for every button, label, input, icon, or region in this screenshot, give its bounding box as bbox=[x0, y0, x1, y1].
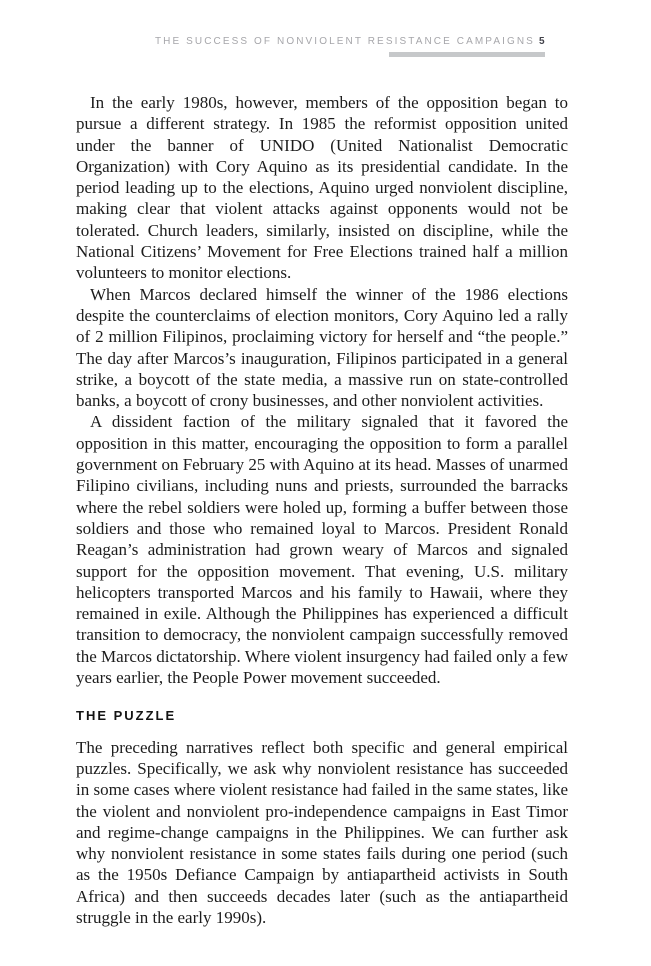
body-text bbox=[76, 92, 568, 928]
section-heading-the-puzzle: THE PUZZLE bbox=[76, 708, 177, 724]
paragraph-marcos-elections: When Marcos declared himself the winner of the 1986 elections despite the counterclaims of election monitors, Cory Aquino led a rally of 2 million Filipinos, proclaiming victory for herself and “the people.” The day after Marcos’s inauguration, Filipinos participated in a general strike, a boycott of the state media, a massive run on state-controlled banks, a boycott of crony businesses, and other nonviolent activities. bbox=[76, 284, 568, 411]
header-rule bbox=[389, 52, 545, 57]
running-head bbox=[155, 36, 545, 47]
paragraph-military-faction: A dissident faction of the military signaled that it favored the opposition in this matter, encouraging the opposition to form a parallel government on February 25 with Aquino at its head. Masses of unarmed Filipino civilians, including nuns and priests, surrounded the barracks where the rebel soldiers were holed up, forming a buffer between those soldiers and those who remained loyal to Marcos. President Ronald Reagan’s administration had grown weary of Marcos and signaled support for the opposition movement. That evening, U.S. military helicopters transported Marcos and his family to Hawaii, where they remained in exile. Although the Philippines has experienced a difficult transition to democracy, the nonviolent campaign successfully removed the Marcos dictatorship. Where violent insurgency had failed only a few years earlier, the People Power movement succeeded. bbox=[76, 412, 568, 688]
paragraph-the-puzzle: The preceding narratives reflect both specific and general empirical puzzles. Specifically, we ask why nonviolent resistance has succeeded in some cases where violent resistance had failed in the same states, like the violent and nonviolent pro-independence campaigns in East Timor and regime-change campaigns in the Philippines. We can further ask why nonviolent resistance in some states fails during one period (such as the 1950s Defiance Campaign by antiapartheid activists in South Africa) and then succeeds decades later (such as the antiapartheid struggle in the early 1990s). bbox=[76, 737, 568, 927]
running-head-title: THE SUCCESS OF NONVIOLENT RESISTANCE CAMPAIGNS bbox=[154, 36, 535, 47]
paragraph-opposition-strategy: In the early 1980s, however, members of the opposition began to pursue a different strategy. In 1985 the reformist opposition united under the banner of UNIDO (United Nationalist Democratic Organization) with Cory Aquino as its presidential candidate. In the period leading up to the elections, Aquino urged nonviolent discipline, making clear that violent attacks against opponents would not be tolerated. Church leaders, similarly, insisted on discipline, while the National Citizens’ Movement for Free Elections trained half a million volunteers to monitor elections. bbox=[76, 93, 568, 283]
page-number: 5 bbox=[538, 36, 545, 47]
